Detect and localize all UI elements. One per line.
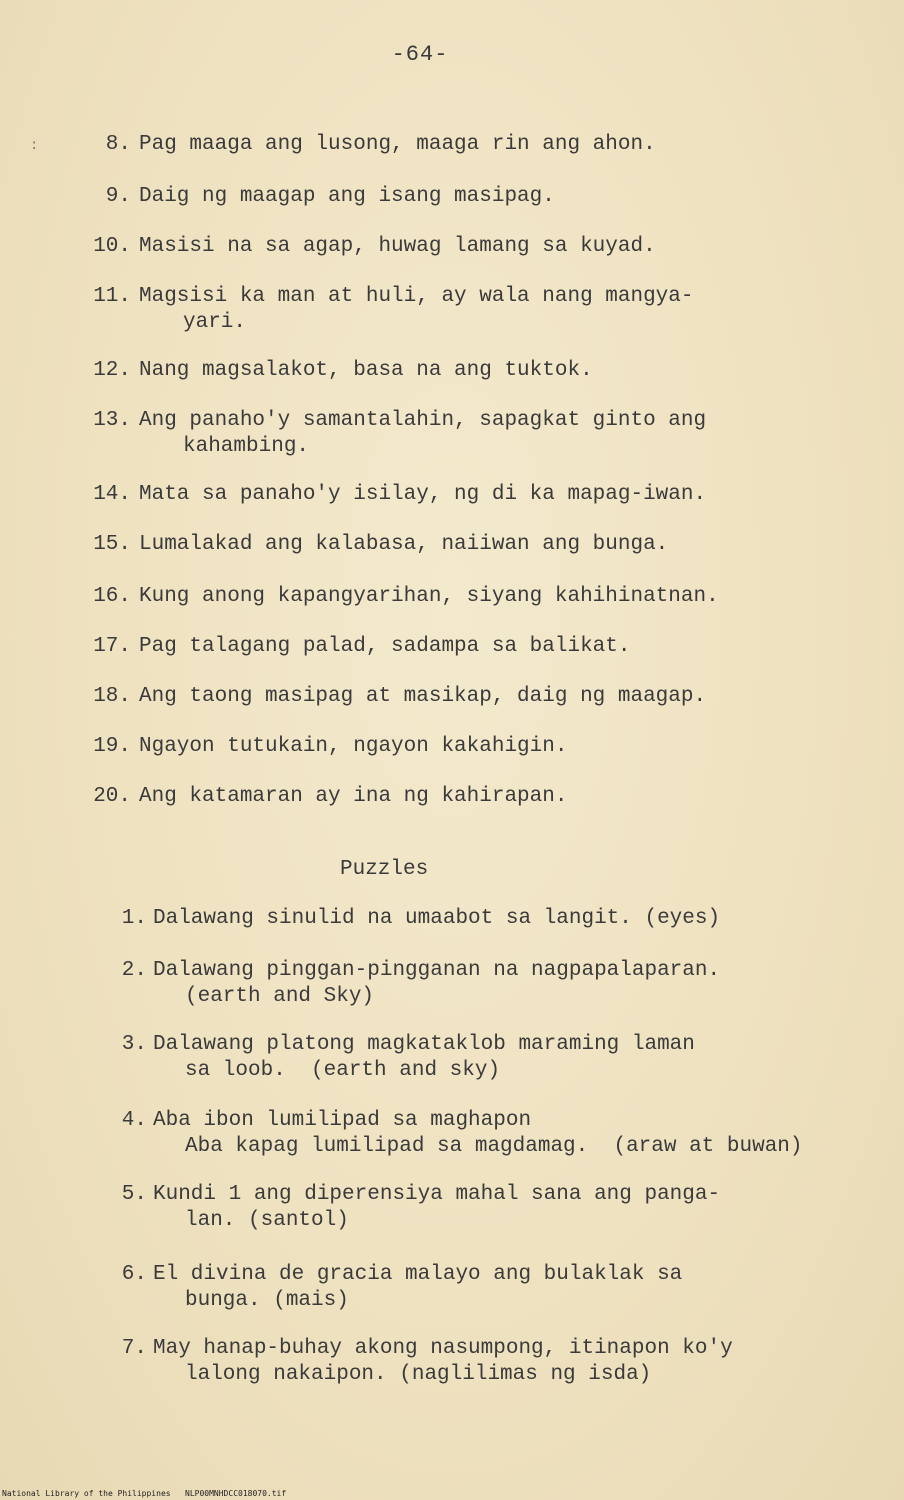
puzzle-item-number: 4. [121,1109,147,1132]
proverb-item-number: 14. [93,483,131,506]
proverb-item-number: 9. [105,185,131,208]
proverb-item-number: 19. [93,735,131,758]
proverb-item-text-line: kahambing. [183,435,310,458]
proverb-item-number: 11. [93,285,131,308]
puzzle-item-text-line: Dalawang sinulid na umaabot sa langit. (eyes) [153,907,721,930]
proverb-item-text-line: Magsisi ka man at huli, ay wala nang mangya- [139,285,694,308]
puzzle-item-text-line: Dalawang pinggan-pingganan na nagpapalaparan. [153,959,721,982]
proverb-item-text-line: Pag talagang palad, sadampa sa balikat. [139,635,631,658]
puzzle-item-text-line: (earth and Sky) [185,985,375,1008]
puzzle-item-text-line: Aba kapag lumilipad sa magdamag. (araw at buwan) [185,1135,803,1158]
puzzle-item-number: 3. [121,1033,147,1056]
proverb-item-text-line: Ang taong masipag at masikap, daig ng maagap. [139,685,707,708]
puzzle-item-number: 7. [121,1337,147,1360]
proverb-item-number: 17. [93,635,131,658]
proverb-item-number: 16. [93,585,131,608]
proverb-item-text-line: Daig ng maagap ang isang masipag. [139,185,555,208]
puzzle-item-text-line: Aba ibon lumilipad sa maghapon [153,1109,532,1132]
puzzle-item-text-line: Dalawang platong magkataklob maraming laman [153,1033,695,1056]
proverb-item-text-line: Ang katamaran ay ina ng kahirapan. [139,785,568,808]
proverb-item-text-line: Nang magsalakot, basa na ang tuktok. [139,359,593,382]
puzzle-item-number: 6. [121,1263,147,1286]
proverb-item-text-line: Pag maaga ang lusong, maaga rin ang ahon. [139,133,656,156]
footer-caption: National Library of the Philippines NLP00MNHDCC018070.tif [2,1489,287,1498]
proverb-item-number: 15. [93,533,131,556]
proverb-item-text-line: Lumalakad ang kalabasa, naiiwan ang bunga. [139,533,669,556]
puzzle-item-text-line: bunga. (mais) [185,1289,349,1312]
puzzle-item-text-line: lalong nakaipon. (naglilimas ng isda) [185,1363,652,1386]
puzzle-item-number: 5. [121,1183,147,1206]
side-mark: : [30,138,39,154]
puzzle-item-text-line: lan. (santol) [185,1209,349,1232]
puzzle-item-number: 1. [121,907,147,930]
puzzle-item-text-line: El divina de gracia malayo ang bulaklak sa [153,1263,683,1286]
page-number: -64- [391,42,449,67]
puzzle-item-text-line: sa loob. (earth and sky) [185,1059,501,1082]
puzzles-heading: Puzzles [340,858,429,881]
proverb-item-text-line: Ngayon tutukain, ngayon kakahigin. [139,735,568,758]
puzzle-item-text-line: May hanap-buhay akong nasumpong, itinapon ko'y [153,1337,733,1360]
proverb-item-text-line: Masisi na sa agap, huwag lamang sa kuyad. [139,235,656,258]
proverb-item-number: 20. [93,785,131,808]
proverb-item-number: 12. [93,359,131,382]
puzzle-item-text-line: Kundi 1 ang diperensiya mahal sana ang panga- [153,1183,721,1206]
proverb-item-number: 13. [93,409,131,432]
proverb-item-number: 10. [93,235,131,258]
proverb-item-number: 8. [105,133,131,156]
proverb-item-text-line: yari. [183,311,247,334]
proverb-item-text-line: Kung anong kapangyarihan, siyang kahihinatnan. [139,585,719,608]
proverb-item-text-line: Mata sa panaho'y isilay, ng di ka mapag-iwan. [139,483,707,506]
proverb-item-number: 18. [93,685,131,708]
proverb-item-text-line: Ang panaho'y samantalahin, sapagkat ginto ang [139,409,707,432]
puzzle-item-number: 2. [121,959,147,982]
